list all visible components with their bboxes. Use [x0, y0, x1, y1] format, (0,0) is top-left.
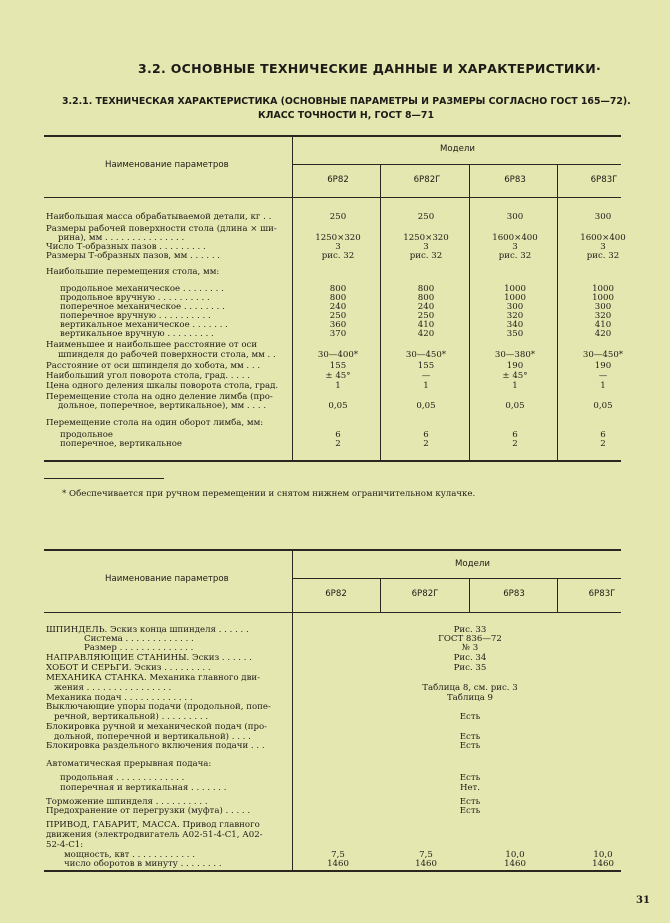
merged-value: Есть	[459, 712, 481, 722]
table-row	[46, 381, 621, 391]
row-label: жения . . . . . . . . . . . . . . . .	[54, 683, 172, 693]
cell-value: 360	[329, 320, 347, 330]
row-label: продольная . . . . . . . . . . . . .	[60, 773, 185, 783]
merged-value: Нет.	[459, 783, 481, 793]
cell-value: 1250×320	[403, 233, 449, 243]
merged-value: Таблица 9	[446, 693, 494, 703]
row-label: Наибольшая масса обрабатываемой детали, кг . .	[46, 212, 272, 222]
row-label: ШПИНДЕЛЬ. Эскиз конца шпинделя . . . . . .	[46, 625, 249, 635]
cell-value: 250	[417, 212, 435, 222]
cell-value: 1600×400	[492, 233, 538, 243]
table1-models-header: Модели	[440, 144, 475, 154]
table-row	[46, 783, 621, 793]
row-label: продольное вручную . . . . . . . . . .	[60, 293, 210, 303]
merged-value: Есть	[459, 773, 481, 783]
row-label: НАПРАВЛЯЮЩИЕ СТАНИНЫ. Эскиз . . . . . .	[46, 653, 252, 663]
cell-value: 30—450*	[582, 350, 624, 360]
table1-model-4: 6Р83Г	[590, 175, 618, 185]
row-label: Наименьшее и наибольшее расстояние от оси	[46, 340, 258, 350]
row-label: Размеры рабочей поверхности стола (длина × ши-	[46, 224, 277, 234]
cell-value: 1460	[504, 859, 526, 869]
cell-value: 155	[329, 361, 347, 371]
merged-value: Есть	[459, 741, 481, 751]
cell-value: рис. 32	[321, 251, 355, 261]
row-label: Торможение шпинделя . . . . . . . . . .	[46, 797, 208, 807]
cell-value: 250	[329, 311, 347, 321]
table1-model-3: 6Р83	[504, 175, 526, 185]
cell-value: 320	[506, 311, 524, 321]
cell-value: 190	[594, 361, 612, 371]
table2-param-header: Наименование параметров	[105, 574, 229, 584]
cell-value: 320	[594, 311, 612, 321]
row-label: Перемещение стола на один оборот лимба, мм:	[46, 418, 264, 428]
row-label: Система . . . . . . . . . . . . .	[84, 634, 194, 644]
row-label: шпинделя до рабочей поверхности стола, мм . .	[58, 350, 276, 360]
row-label: продольное	[60, 430, 113, 440]
table1-model-2: 6Р82Г	[413, 175, 441, 185]
cell-value: 800	[329, 284, 347, 294]
table-row	[46, 859, 621, 869]
row-label: дольной, поперечной и вертикальной) . . . .	[54, 732, 251, 742]
cell-value: 10,0	[593, 850, 613, 860]
cell-value: 800	[417, 293, 435, 303]
row-label: движения (электродвигатель А02-51-4-С1, А02-	[46, 830, 263, 840]
cell-value: 0,05	[416, 401, 436, 411]
cell-value: рис. 32	[586, 251, 620, 261]
row-label: мощность, квт . . . . . . . . . . . .	[64, 850, 195, 860]
table-row	[46, 673, 621, 683]
cell-value: 6	[512, 430, 518, 440]
merged-value: ГОСТ 836—72	[438, 634, 502, 644]
table-row	[46, 329, 621, 339]
cell-value: 1	[335, 381, 341, 391]
row-label: речной, вертикальной) . . . . . . . . .	[54, 712, 209, 722]
row-label: МЕХАНИКА СТАНКА. Механика главного дви-	[46, 673, 261, 683]
cell-value: 0,05	[505, 401, 525, 411]
table2-model-4: 6Р83Г	[588, 589, 616, 599]
table-row	[46, 401, 621, 411]
row-label: Размер . . . . . . . . . . . . . .	[84, 643, 194, 653]
row-label: поперечное, вертикальное	[60, 439, 182, 449]
cell-value: 250	[417, 311, 435, 321]
merged-value: Есть	[459, 797, 481, 807]
cell-value: 155	[417, 361, 435, 371]
cell-value: 420	[417, 329, 435, 339]
row-label: Наибольший угол поворота стола, град. . . . .	[46, 371, 250, 381]
row-label: 52-4-С1:	[46, 840, 84, 850]
cell-value: 6	[335, 430, 341, 440]
cell-value: ± 45°	[325, 371, 351, 381]
row-label: вертикальное вручную . . . . . . . . .	[60, 329, 214, 339]
cell-value: 1000	[592, 284, 614, 294]
row-label: Перемещение стола на одно деление лимба (про-	[46, 392, 273, 402]
table-row	[46, 712, 621, 722]
subsection-title-line2: КЛАСС ТОЧНОСТИ Н, ГОСТ 8—71	[258, 110, 434, 121]
table2-model-1: 6Р82	[325, 589, 347, 599]
row-label: Выключающие упоры подачи (продольной, попе-	[46, 702, 271, 712]
cell-value: —	[421, 371, 431, 381]
table-row	[46, 653, 621, 663]
cell-value: рис. 32	[498, 251, 532, 261]
footnote: * Обеспечивается при ручном перемещении и снятом нижнем ограничительном кулачке.	[62, 489, 476, 499]
merged-value: Есть	[459, 732, 481, 742]
cell-value: 300	[506, 212, 524, 222]
table-row	[46, 643, 621, 653]
cell-value: 30—380*	[494, 350, 536, 360]
table1-model-1: 6Р82	[327, 175, 349, 185]
cell-value: 410	[417, 320, 435, 330]
cell-value: 0,05	[328, 401, 348, 411]
cell-value: 1250×320	[315, 233, 361, 243]
table-row	[46, 806, 621, 816]
row-label: продольное механическое . . . . . . . .	[60, 284, 224, 294]
row-label: Предохранение от перегрузки (муфта) . . . . .	[46, 806, 251, 816]
row-label: рина), мм . . . . . . . . . . . . . . .	[58, 233, 185, 243]
subsection-title-line1: 3.2.1. ТЕХНИЧЕСКАЯ ХАРАКТЕРИСТИКА (ОСНОВНЫЕ ПАРАМЕТРЫ И РАЗМЕРЫ СОГЛАСНО ГОСТ 165—72).	[62, 96, 631, 107]
cell-value: 2	[335, 439, 341, 449]
cell-value: 30—400*	[317, 350, 359, 360]
cell-value: 800	[417, 284, 435, 294]
table-row	[46, 340, 621, 350]
cell-value: 1000	[504, 293, 526, 303]
row-label: дольное, поперечное, вертикальное), мм . . . .	[58, 401, 267, 411]
cell-value: 1460	[415, 859, 437, 869]
table-row	[46, 267, 621, 277]
row-label: Автоматическая прерывная подача:	[46, 759, 212, 769]
table-row	[46, 663, 621, 673]
row-label: поперечное механическое . . . . . . . .	[60, 302, 225, 312]
cell-value: 190	[506, 361, 524, 371]
cell-value: 6	[423, 430, 429, 440]
table-row	[46, 840, 621, 850]
cell-value: 410	[594, 320, 612, 330]
table2-model-3: 6Р83	[503, 589, 525, 599]
table-row	[46, 371, 621, 381]
cell-value: 6	[600, 430, 606, 440]
row-label: ПРИВОД, ГАБАРИТ, МАССА. Привод главного	[46, 820, 260, 830]
cell-value: 2	[600, 439, 606, 449]
cell-value: 0,05	[593, 401, 613, 411]
cell-value: 30—450*	[405, 350, 447, 360]
cell-value: 7,5	[419, 850, 433, 860]
row-label: Блокировка раздельного включения подачи . . .	[46, 741, 265, 751]
cell-value: 1000	[504, 284, 526, 294]
table2-models-header: Модели	[455, 559, 490, 569]
table-row	[46, 820, 621, 830]
cell-value: 3	[335, 242, 341, 252]
cell-value: рис. 32	[409, 251, 443, 261]
row-label: Цена одного деления шкалы поворота стола, град.	[46, 381, 279, 391]
row-label: поперечная и вертикальная . . . . . . .	[60, 783, 227, 793]
cell-value: 420	[594, 329, 612, 339]
row-label: Наибольшие перемещения стола, мм:	[46, 267, 220, 277]
cell-value: 300	[594, 302, 612, 312]
cell-value: —	[598, 371, 608, 381]
merged-value: Рис. 34	[453, 653, 487, 663]
cell-value: 370	[329, 329, 347, 339]
table-row	[46, 830, 621, 840]
merged-value: Есть	[459, 806, 481, 816]
table-row	[46, 418, 621, 428]
cell-value: 2	[423, 439, 429, 449]
row-label: число оборотов в минуту . . . . . . . .	[64, 859, 222, 869]
cell-value: 240	[329, 302, 347, 312]
cell-value: 3	[512, 242, 518, 252]
cell-value: 250	[329, 212, 347, 222]
cell-value: 2	[512, 439, 518, 449]
row-label: вертикальное механическое . . . . . . .	[60, 320, 228, 330]
row-label: Механика подач . . . . . . . . . . . . .	[46, 693, 193, 703]
table-row	[46, 251, 621, 261]
row-label: Блокировка ручной и механической подач (про-	[46, 722, 268, 732]
table-row	[46, 212, 621, 222]
cell-value: 1	[600, 381, 606, 391]
cell-value: ± 45°	[502, 371, 528, 381]
section-title: 3.2. ОСНОВНЫЕ ТЕХНИЧЕСКИЕ ДАННЫЕ И ХАРАКТЕРИСТИКИ·	[138, 61, 601, 76]
cell-value: 1460	[592, 859, 614, 869]
cell-value: 1460	[327, 859, 349, 869]
table-row	[46, 702, 621, 712]
table-row	[46, 759, 621, 769]
table-row	[46, 350, 624, 360]
table-row	[46, 773, 621, 783]
table2-model-2: 6Р82Г	[411, 589, 439, 599]
cell-value: 1000	[592, 293, 614, 303]
cell-value: 800	[329, 293, 347, 303]
merged-value: Рис. 33	[453, 625, 487, 635]
table1-param-header: Наименование параметров	[105, 160, 229, 170]
cell-value: 300	[506, 302, 524, 312]
cell-value: 240	[417, 302, 435, 312]
cell-value: 1600×400	[580, 233, 626, 243]
row-label: Размеры Т-образных пазов, мм . . . . . .	[46, 251, 221, 261]
merged-value: Рис. 35	[453, 663, 487, 673]
row-label: Число Т-образных пазов . . . . . . . . .	[46, 242, 206, 252]
cell-value: 7,5	[331, 850, 345, 860]
row-label: поперечное вручную . . . . . . . . . .	[60, 311, 211, 321]
table-row	[46, 741, 621, 751]
cell-value: 1	[423, 381, 429, 391]
table-row	[46, 439, 621, 449]
page-number: 31	[636, 895, 650, 906]
table-row	[46, 722, 621, 732]
cell-value: 10,0	[505, 850, 525, 860]
merged-value: Таблица 8, см. рис. 3	[422, 683, 518, 693]
row-label: Расстояние от оси шпинделя до хобота, мм . . .	[46, 361, 261, 371]
row-label: ХОБОТ И СЕРЬГИ. Эскиз . . . . . . . . .	[46, 663, 211, 673]
cell-value: 1	[512, 381, 518, 391]
cell-value: 3	[423, 242, 429, 252]
cell-value: 350	[506, 329, 524, 339]
cell-value: 3	[600, 242, 606, 252]
table-row	[46, 683, 621, 693]
table-row	[46, 361, 621, 371]
cell-value: 340	[506, 320, 524, 330]
cell-value: 300	[594, 212, 612, 222]
merged-value: № 3	[461, 643, 479, 653]
